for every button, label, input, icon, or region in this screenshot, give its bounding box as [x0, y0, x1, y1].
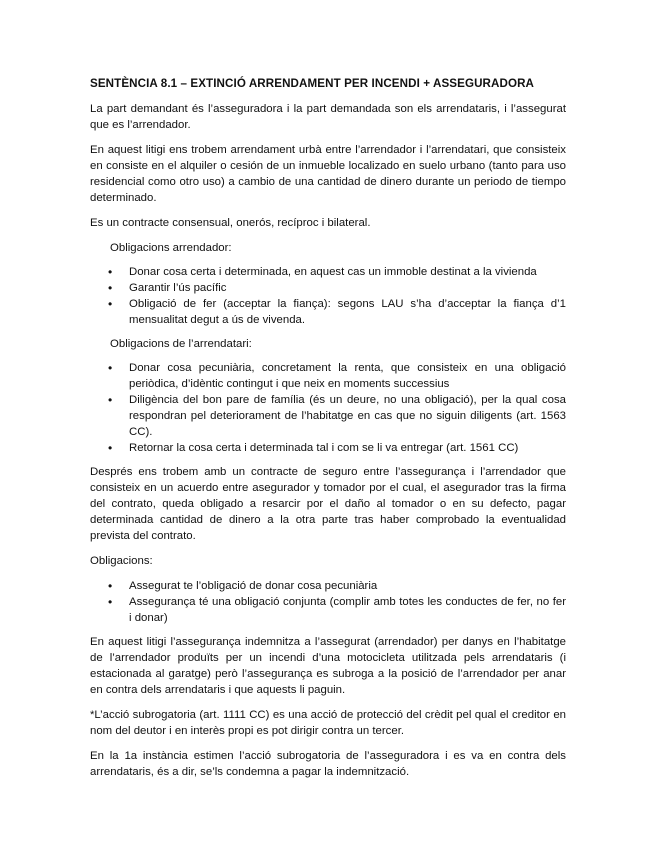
paragraph-insurance-contract: Després ens trobem amb un contracte de seguro entre l’assegurança i l’arrendador que consisteix en un acuerdo entre asegurador y tomador por el cual, el asegurador tras la firma del contrato, queda obligado a resarcir por el daño al tomador o en su defecto, pagar determinada cantidad de dinero a la otra parte tras haber comprobado la eventualidad prevista del contrato. — [90, 466, 566, 542]
landlord-obligations-list — [90, 264, 566, 328]
list-item: • Assegurança té una obligació conjunta (complir amb totes les conductes de fer, no fer i donar) — [129, 594, 566, 626]
document-title: SENTÈNCIA 8.1 – EXTINCIÓ ARRENDAMENT PER INCENDI + ASSEGURADORA — [90, 77, 535, 90]
paragraph-urban-lease: En aquest litigi ens trobem arrendament urbà entre l’arrendador i l’arrendatari, que consisteix en consiste en el alquiler o cesión de un inmueble localizado en suelo urbano (tanto para uso residencial como otro uso) a cambio de una cantidad de dinero durante un periodo de tiempo determinado. — [90, 144, 566, 204]
list-item: • Assegurat te l’obligació de donar cosa pecuniària — [129, 578, 566, 594]
paragraph-first-instance: En la 1a instància estimen l’acció subrogatoria de l’asseguradora i es va en contra dels arrendataris, és a dir, se’ls condemna a pagar la indemnització. — [90, 750, 566, 778]
heading-landlord-obligations: Obligacions arrendador: — [110, 242, 232, 254]
list-item: • Obligació de fer (acceptar la fiança): segons LAU s’ha d’acceptar la fiança d’1 mensualitat degut a ús de vivenda. — [129, 296, 566, 328]
heading-tenant-obligations: Obligacions de l’arrendatari: — [110, 338, 252, 350]
list-item: • Garantir l’ús pacífic — [129, 280, 566, 296]
list-item: • Diligència del bon pare de família (és un deure, no una obligació), per la qual cosa respondran pel deteriorament de l’habitatge en cas que no siguin diligents (art. 1563 CC). — [129, 392, 566, 440]
paragraph-parties: La part demandant és l’asseguradora i la part demandada son els arrendataris, i l’assegurat que es l’arrendador. — [90, 103, 566, 131]
list-item: • Donar cosa certa i determinada, en aquest cas un immoble destinat a la vivienda — [129, 264, 566, 280]
tenant-obligations-list — [90, 360, 566, 456]
list-item: • Retornar la cosa certa i determinada tal i com se li va entregar (art. 1561 CC) — [129, 440, 566, 456]
heading-obligations: Obligacions: — [90, 555, 153, 567]
insurance-obligations-list — [90, 578, 566, 626]
list-item: • Donar cosa pecuniària, concretament la renta, que consisteix en una obligació periòdica, d’idèntic contingut i que neix en moments successius — [129, 360, 566, 392]
paragraph-subrogation-note: *L’acció subrogatoria (art. 1111 CC) es una acció de protecció del crèdit pel qual el creditor en nom del deutor i en interès propi es pot dirigir contra un tercer. — [90, 709, 566, 737]
paragraph-contract-type: Es un contracte consensual, onerós, recíproc i bilateral. — [90, 217, 371, 229]
paragraph-litigation: En aquest litigi l’assegurança indemnitza a l’assegurat (arrendador) per danys en l’habitatge de l’arrendador produïts per un incendi d’una motocicleta utilitzada pels arrendataris (i estacionada al garatge) però l’assegurança es subroga a la posició de l’arrendador per anar en contra dels arrendataris i que aquests li paguin. — [90, 636, 566, 696]
